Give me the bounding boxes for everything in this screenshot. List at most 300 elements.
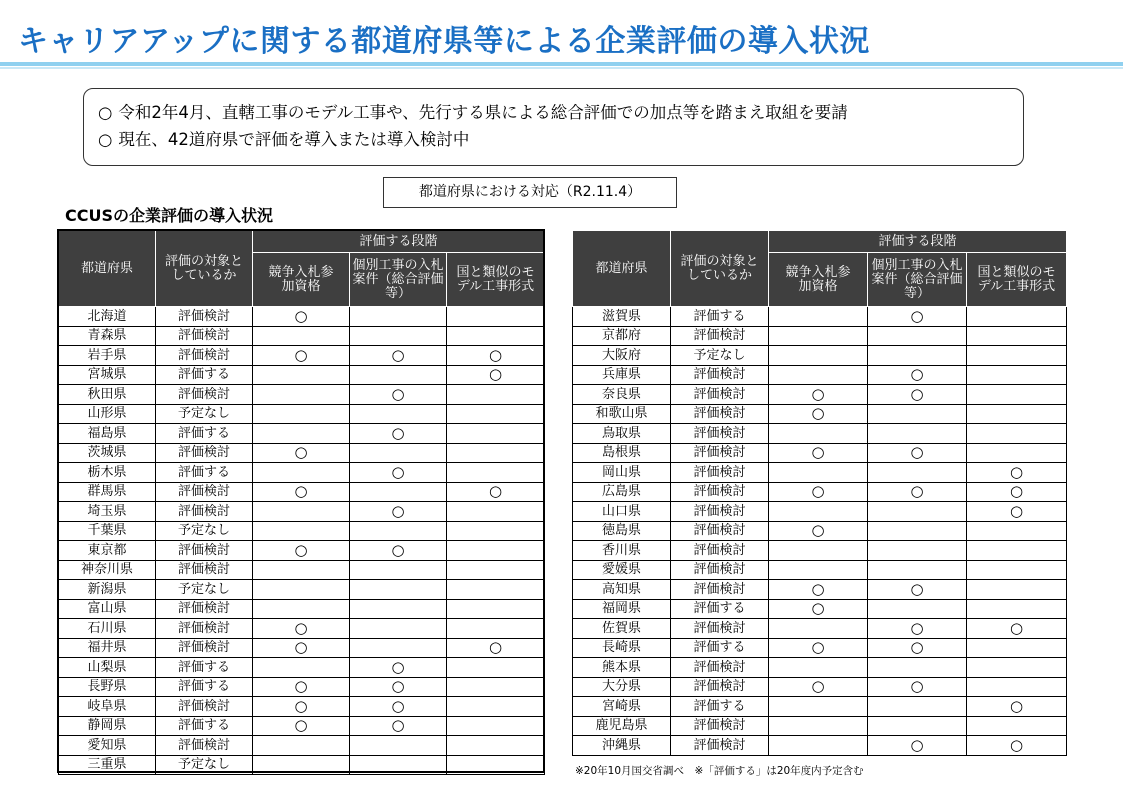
table-row	[573, 326, 1067, 346]
national-mark-cell	[967, 443, 1067, 463]
prefecture-cell: 滋賀県	[573, 307, 671, 327]
bullet-icon: ○	[98, 103, 113, 122]
individual-mark-cell: ○	[350, 658, 447, 678]
national-mark-cell	[967, 716, 1067, 736]
individual-mark-cell: ○	[350, 346, 447, 366]
prefecture-cell: 東京都	[59, 541, 156, 561]
status-cell: 評価検討	[156, 736, 253, 756]
table-row	[59, 307, 545, 327]
bid-mark-cell: ○	[253, 541, 350, 561]
bid-mark-cell	[253, 424, 350, 444]
bid-mark-cell: ○	[253, 482, 350, 502]
table-row	[573, 424, 1067, 444]
table-title: CCUSの企業評価の導入状況	[65, 206, 274, 225]
table-row	[573, 560, 1067, 580]
bid-mark-cell	[769, 326, 868, 346]
prefecture-cell: 島根県	[573, 443, 671, 463]
individual-mark-cell: ○	[868, 580, 967, 600]
national-mark-cell	[447, 541, 545, 561]
table-row	[573, 716, 1067, 736]
table-row	[573, 619, 1067, 639]
prefecture-cell: 大分県	[573, 677, 671, 697]
status-cell: 評価検討	[671, 443, 769, 463]
status-cell: 評価検討	[156, 599, 253, 619]
prefecture-cell: 山口県	[573, 502, 671, 522]
table-row	[59, 755, 545, 775]
status-cell: 評価検討	[156, 443, 253, 463]
table-row	[59, 424, 545, 444]
national-mark-cell	[967, 326, 1067, 346]
bid-mark-cell	[253, 560, 350, 580]
national-mark-cell	[447, 599, 545, 619]
status-cell: 評価する	[671, 697, 769, 717]
individual-mark-cell: ○	[868, 736, 967, 756]
prefecture-cell: 山梨県	[59, 658, 156, 678]
prefecture-cell: 静岡県	[59, 716, 156, 736]
national-mark-cell	[447, 424, 545, 444]
status-cell: 評価検討	[156, 638, 253, 658]
status-cell: 評価検討	[156, 541, 253, 561]
status-cell: 評価する	[156, 463, 253, 483]
bid-mark-cell	[769, 307, 868, 327]
prefecture-cell: 長崎県	[573, 638, 671, 658]
individual-mark-cell: ○	[868, 619, 967, 639]
status-cell: 評価する	[671, 599, 769, 619]
national-mark-cell	[967, 424, 1067, 444]
bid-mark-cell: ○	[253, 307, 350, 327]
individual-mark-cell: ○	[350, 385, 447, 405]
status-cell: 評価検討	[671, 326, 769, 346]
national-mark-cell	[447, 755, 545, 775]
status-cell: 評価検討	[671, 619, 769, 639]
individual-mark-cell: ○	[350, 716, 447, 736]
status-cell: 評価検討	[156, 482, 253, 502]
table-row	[59, 482, 545, 502]
table-row	[573, 658, 1067, 678]
individual-mark-cell: ○	[868, 385, 967, 405]
status-cell: 評価検討	[671, 658, 769, 678]
bid-mark-cell: ○	[253, 346, 350, 366]
national-mark-cell	[967, 404, 1067, 424]
individual-mark-cell	[868, 502, 967, 522]
header-target: 評価の対象としているか	[671, 231, 769, 307]
national-mark-cell	[967, 346, 1067, 366]
prefecture-cell: 栃木県	[59, 463, 156, 483]
bid-mark-cell	[253, 755, 350, 775]
national-mark-cell	[447, 677, 545, 697]
bid-mark-cell: ○	[253, 638, 350, 658]
status-cell: 評価検討	[671, 404, 769, 424]
bid-mark-cell	[253, 521, 350, 541]
individual-mark-cell: ○	[350, 502, 447, 522]
individual-mark-cell: ○	[350, 541, 447, 561]
header-individual: 個別工事の入札案件（総合評価等）	[868, 253, 967, 307]
national-mark-cell: ○	[967, 482, 1067, 502]
prefecture-cell: 茨城県	[59, 443, 156, 463]
prefecture-cell: 愛媛県	[573, 560, 671, 580]
national-mark-cell	[447, 326, 545, 346]
national-mark-cell	[967, 541, 1067, 561]
prefecture-cell: 福井県	[59, 638, 156, 658]
prefecture-cell: 京都府	[573, 326, 671, 346]
table-row	[573, 541, 1067, 561]
individual-mark-cell	[350, 619, 447, 639]
table-row	[573, 502, 1067, 522]
prefecture-cell: 長野県	[59, 677, 156, 697]
bid-mark-cell	[769, 716, 868, 736]
individual-mark-cell	[868, 521, 967, 541]
bid-mark-cell: ○	[769, 599, 868, 619]
individual-mark-cell	[868, 424, 967, 444]
individual-mark-cell	[868, 326, 967, 346]
header-prefecture: 都道府県	[573, 231, 671, 307]
national-mark-cell	[967, 580, 1067, 600]
prefecture-cell: 沖縄県	[573, 736, 671, 756]
right-table-body	[573, 307, 1067, 756]
status-cell: 評価検討	[671, 463, 769, 483]
status-cell: 評価する	[156, 365, 253, 385]
table-row	[573, 638, 1067, 658]
individual-mark-cell	[868, 658, 967, 678]
table-row	[59, 443, 545, 463]
individual-mark-cell	[350, 736, 447, 756]
status-cell: 予定なし	[156, 580, 253, 600]
status-cell: 評価検討	[671, 482, 769, 502]
status-cell: 評価検討	[671, 736, 769, 756]
bid-mark-cell: ○	[769, 443, 868, 463]
national-mark-cell	[967, 658, 1067, 678]
status-cell: 評価検討	[671, 424, 769, 444]
national-mark-cell	[967, 638, 1067, 658]
table-row	[59, 463, 545, 483]
prefecture-cell: 富山県	[59, 599, 156, 619]
individual-mark-cell	[350, 580, 447, 600]
prefecture-cell: 北海道	[59, 307, 156, 327]
bid-mark-cell	[769, 365, 868, 385]
individual-mark-cell: ○	[868, 677, 967, 697]
page-title: キャリアアップに関する都道府県等による企業評価の導入状況	[18, 24, 870, 59]
title-underline	[0, 62, 1123, 66]
bid-mark-cell: ○	[253, 619, 350, 639]
individual-mark-cell	[350, 560, 447, 580]
prefecture-cell: 兵庫県	[573, 365, 671, 385]
national-mark-cell	[447, 385, 545, 405]
bid-mark-cell	[769, 463, 868, 483]
prefecture-cell: 鳥取県	[573, 424, 671, 444]
prefecture-cell: 岩手県	[59, 346, 156, 366]
bid-mark-cell	[769, 541, 868, 561]
table-row	[59, 716, 545, 736]
bid-mark-cell	[253, 404, 350, 424]
national-mark-cell	[447, 404, 545, 424]
bid-mark-cell	[253, 599, 350, 619]
individual-mark-cell: ○	[350, 677, 447, 697]
table-row	[59, 619, 545, 639]
footnote: ※20年10月国交省調べ ※「評価する」は20年度内予定含む	[575, 765, 864, 777]
individual-mark-cell	[868, 404, 967, 424]
national-mark-cell: ○	[967, 502, 1067, 522]
national-mark-cell	[447, 580, 545, 600]
prefecture-cell: 鹿児島県	[573, 716, 671, 736]
bid-mark-cell: ○	[253, 697, 350, 717]
national-mark-cell	[447, 463, 545, 483]
status-cell: 評価検討	[156, 619, 253, 639]
status-cell: 評価する	[156, 658, 253, 678]
table-row	[573, 482, 1067, 502]
bid-mark-cell: ○	[769, 580, 868, 600]
individual-mark-cell	[350, 404, 447, 424]
status-cell: 予定なし	[156, 755, 253, 775]
status-cell: 評価検討	[156, 697, 253, 717]
status-cell: 予定なし	[156, 404, 253, 424]
national-mark-cell	[447, 502, 545, 522]
header-bid: 競争入札参加資格	[769, 253, 868, 307]
status-cell: 評価検討	[671, 385, 769, 405]
individual-mark-cell	[350, 599, 447, 619]
table-row	[573, 404, 1067, 424]
left-status-table	[58, 230, 545, 775]
status-cell: 評価検討	[671, 716, 769, 736]
prefecture-cell: 佐賀県	[573, 619, 671, 639]
bid-mark-cell	[769, 658, 868, 678]
national-mark-cell	[447, 736, 545, 756]
national-mark-cell: ○	[967, 463, 1067, 483]
status-cell: 評価する	[671, 638, 769, 658]
bid-mark-cell: ○	[253, 443, 350, 463]
individual-mark-cell	[868, 346, 967, 366]
status-cell: 評価検討	[156, 346, 253, 366]
individual-mark-cell: ○	[868, 482, 967, 502]
bid-mark-cell	[253, 365, 350, 385]
header-national: 国と類似のモデル工事形式	[447, 253, 545, 307]
status-cell: 評価検討	[671, 541, 769, 561]
individual-mark-cell	[868, 463, 967, 483]
table-row	[59, 697, 545, 717]
status-cell: 評価検討	[671, 560, 769, 580]
table-row	[59, 326, 545, 346]
header-national: 国と類似のモデル工事形式	[967, 253, 1067, 307]
individual-mark-cell	[350, 443, 447, 463]
bid-mark-cell	[769, 619, 868, 639]
bid-mark-cell	[769, 424, 868, 444]
prefecture-cell: 新潟県	[59, 580, 156, 600]
bullet-icon: ○	[98, 130, 113, 149]
table-row	[573, 346, 1067, 366]
bid-mark-cell	[769, 697, 868, 717]
individual-mark-cell: ○	[350, 697, 447, 717]
left-table-body	[59, 307, 545, 775]
header-individual: 個別工事の入札案件（総合評価等）	[350, 253, 447, 307]
table-row	[573, 443, 1067, 463]
individual-mark-cell: ○	[350, 424, 447, 444]
as-of-label: 都道府県における対応（R2.11.4）	[383, 177, 677, 208]
national-mark-cell	[967, 599, 1067, 619]
national-mark-cell: ○	[967, 697, 1067, 717]
status-cell: 評価する	[156, 424, 253, 444]
bid-mark-cell	[769, 346, 868, 366]
table-row	[573, 697, 1067, 717]
individual-mark-cell: ○	[868, 638, 967, 658]
prefecture-cell: 愛知県	[59, 736, 156, 756]
header-stage: 評価する段階	[253, 231, 545, 253]
individual-mark-cell	[350, 326, 447, 346]
bid-mark-cell: ○	[769, 482, 868, 502]
national-mark-cell: ○	[447, 638, 545, 658]
prefecture-cell: 香川県	[573, 541, 671, 561]
table-row	[59, 560, 545, 580]
individual-mark-cell	[868, 560, 967, 580]
individual-mark-cell: ○	[350, 463, 447, 483]
national-mark-cell	[967, 677, 1067, 697]
table-row	[573, 599, 1067, 619]
table-row	[59, 599, 545, 619]
individual-mark-cell	[868, 541, 967, 561]
summary-text-1: 令和2年4月、直轄工事のモデル工事や、先行する県による総合評価での加点等を踏まえ取組を要請	[118, 103, 848, 122]
bid-mark-cell	[769, 560, 868, 580]
bid-mark-cell	[769, 736, 868, 756]
prefecture-cell: 山形県	[59, 404, 156, 424]
prefecture-cell: 徳島県	[573, 521, 671, 541]
prefecture-cell: 千葉県	[59, 521, 156, 541]
national-mark-cell	[967, 560, 1067, 580]
bid-mark-cell	[253, 580, 350, 600]
national-mark-cell	[967, 521, 1067, 541]
national-mark-cell	[967, 307, 1067, 327]
prefecture-cell: 石川県	[59, 619, 156, 639]
table-row	[59, 638, 545, 658]
prefecture-cell: 和歌山県	[573, 404, 671, 424]
national-mark-cell	[967, 365, 1067, 385]
national-mark-cell	[447, 658, 545, 678]
table-row	[59, 677, 545, 697]
table-row	[59, 580, 545, 600]
prefecture-cell: 熊本県	[573, 658, 671, 678]
bid-mark-cell: ○	[253, 716, 350, 736]
status-cell: 評価する	[156, 716, 253, 736]
bid-mark-cell	[253, 326, 350, 346]
prefecture-cell: 神奈川県	[59, 560, 156, 580]
individual-mark-cell: ○	[868, 443, 967, 463]
status-cell: 評価する	[671, 307, 769, 327]
table-row	[59, 541, 545, 561]
prefecture-cell: 奈良県	[573, 385, 671, 405]
table-row	[573, 463, 1067, 483]
prefecture-cell: 高知県	[573, 580, 671, 600]
bid-mark-cell	[253, 736, 350, 756]
individual-mark-cell	[350, 307, 447, 327]
prefecture-cell: 群馬県	[59, 482, 156, 502]
status-cell: 評価する	[156, 677, 253, 697]
status-cell: 予定なし	[156, 521, 253, 541]
individual-mark-cell	[350, 638, 447, 658]
prefecture-cell: 福島県	[59, 424, 156, 444]
status-cell: 評価検討	[671, 677, 769, 697]
national-mark-cell	[967, 385, 1067, 405]
table-row	[573, 365, 1067, 385]
summary-text-2: 現在、42道府県で評価を導入または導入検討中	[118, 130, 470, 149]
prefecture-cell: 広島県	[573, 482, 671, 502]
individual-mark-cell	[350, 365, 447, 385]
national-mark-cell: ○	[447, 365, 545, 385]
status-cell: 評価検討	[671, 521, 769, 541]
prefecture-cell: 岐阜県	[59, 697, 156, 717]
prefecture-cell: 宮崎県	[573, 697, 671, 717]
table-row	[573, 521, 1067, 541]
status-cell: 評価検討	[671, 580, 769, 600]
prefecture-cell: 宮城県	[59, 365, 156, 385]
national-mark-cell	[447, 716, 545, 736]
bid-mark-cell: ○	[769, 521, 868, 541]
bid-mark-cell: ○	[253, 677, 350, 697]
table-row	[59, 521, 545, 541]
status-cell: 予定なし	[671, 346, 769, 366]
table-row	[59, 385, 545, 405]
national-mark-cell	[447, 443, 545, 463]
prefecture-cell: 秋田県	[59, 385, 156, 405]
table-row	[59, 502, 545, 522]
bid-mark-cell	[769, 502, 868, 522]
national-mark-cell: ○	[447, 346, 545, 366]
individual-mark-cell	[868, 599, 967, 619]
individual-mark-cell	[350, 482, 447, 502]
national-mark-cell	[447, 560, 545, 580]
prefecture-cell: 青森県	[59, 326, 156, 346]
national-mark-cell	[447, 697, 545, 717]
status-cell: 評価検討	[156, 502, 253, 522]
table-row	[573, 385, 1067, 405]
table-row	[573, 307, 1067, 327]
table-row	[59, 404, 545, 424]
table-row	[573, 736, 1067, 756]
header-stage: 評価する段階	[769, 231, 1067, 253]
bid-mark-cell	[253, 502, 350, 522]
table-row	[573, 580, 1067, 600]
bid-mark-cell	[253, 463, 350, 483]
individual-mark-cell: ○	[868, 307, 967, 327]
summary-line-1	[98, 99, 1009, 126]
individual-mark-cell	[868, 697, 967, 717]
right-status-table	[572, 230, 1067, 756]
status-cell: 評価検討	[156, 560, 253, 580]
prefecture-cell: 大阪府	[573, 346, 671, 366]
bid-mark-cell: ○	[769, 638, 868, 658]
individual-mark-cell	[868, 716, 967, 736]
national-mark-cell: ○	[967, 736, 1067, 756]
status-cell: 評価検討	[156, 385, 253, 405]
bid-mark-cell: ○	[769, 404, 868, 424]
prefecture-cell: 福岡県	[573, 599, 671, 619]
table-row	[59, 736, 545, 756]
table-row	[59, 365, 545, 385]
individual-mark-cell	[350, 755, 447, 775]
status-cell: 評価検討	[671, 502, 769, 522]
header-target: 評価の対象としているか	[156, 231, 253, 307]
header-prefecture: 都道府県	[59, 231, 156, 307]
national-mark-cell	[447, 521, 545, 541]
title-underline-light	[0, 67, 1123, 69]
bid-mark-cell	[253, 385, 350, 405]
prefecture-cell: 三重県	[59, 755, 156, 775]
summary-box	[83, 88, 1024, 166]
summary-line-2	[98, 126, 1009, 153]
individual-mark-cell: ○	[868, 365, 967, 385]
status-cell: 評価検討	[156, 307, 253, 327]
individual-mark-cell	[350, 521, 447, 541]
header-bid: 競争入札参加資格	[253, 253, 350, 307]
prefecture-cell: 岡山県	[573, 463, 671, 483]
national-mark-cell: ○	[967, 619, 1067, 639]
national-mark-cell	[447, 619, 545, 639]
